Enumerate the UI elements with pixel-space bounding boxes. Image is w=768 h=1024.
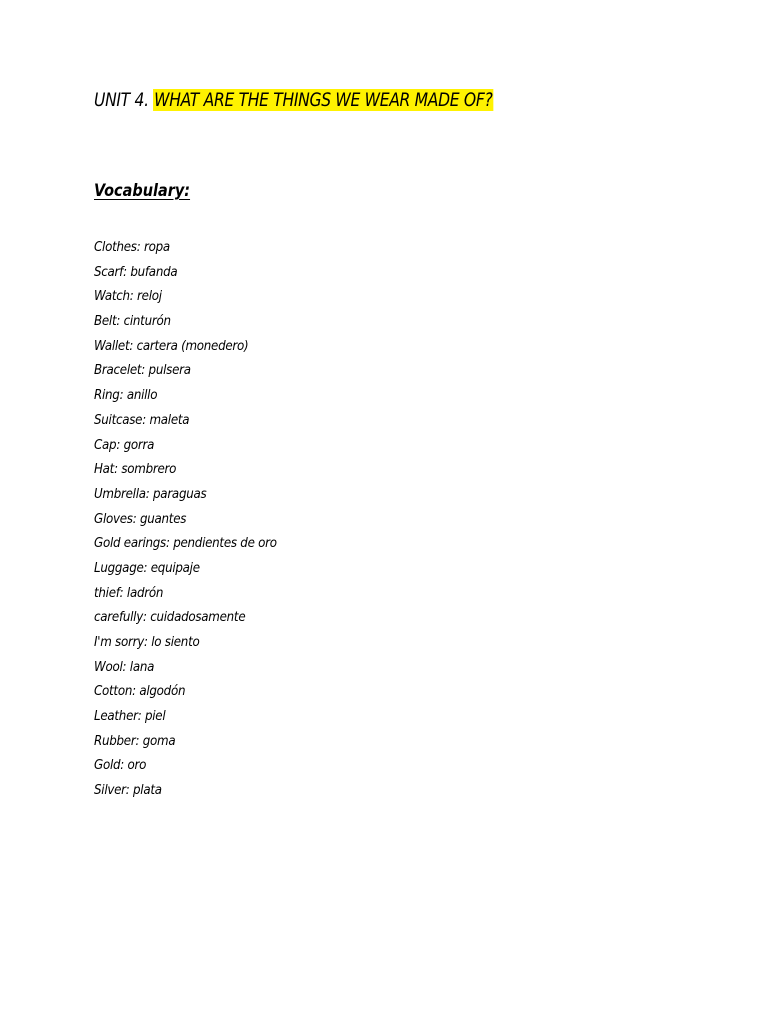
vocabulary-item: Cap: gorra	[94, 436, 155, 453]
vocabulary-item: Luggage: equipaje	[94, 559, 200, 576]
vocabulary-item: Suitcase: maleta	[94, 411, 190, 428]
unit-title-prefix: UNIT 4.	[94, 89, 154, 111]
vocabulary-item: Leather: piel	[94, 708, 166, 725]
vocabulary-item: Clothes: ropa	[94, 239, 170, 255]
vocabulary-item: Belt: cinturón	[94, 313, 171, 330]
vocabulary-item: Watch: reloj	[94, 288, 162, 305]
vocabulary-item: Wool: lana	[94, 658, 155, 675]
unit-title-highlight: WHAT ARE THE THINGS WE WEAR MADE OF?	[154, 89, 493, 111]
vocabulary-item: thief: ladrón	[94, 584, 164, 601]
vocabulary-item: Wallet: cartera (monedero)	[94, 337, 249, 354]
vocabulary-item: Silver: plata	[94, 782, 162, 799]
unit-title	[94, 86, 493, 114]
vocabulary-item: Ring: anillo	[94, 387, 158, 404]
vocabulary-item: Bracelet: pulsera	[94, 362, 191, 379]
vocabulary-item: Gold earings: pendientes de oro	[94, 535, 277, 552]
vocabulary-item: Gloves: guantes	[94, 510, 187, 527]
vocabulary-list	[94, 235, 302, 803]
vocabulary-item: carefully: cuidadosamente	[94, 609, 246, 626]
vocabulary-item: I'm sorry: lo siento	[94, 634, 200, 650]
vocabulary-item: Gold: oro	[94, 757, 147, 774]
vocabulary-item: Scarf: bufanda	[94, 263, 178, 280]
vocabulary-item: Rubber: goma	[94, 732, 176, 749]
vocabulary-heading: Vocabulary:	[94, 181, 191, 201]
vocabulary-item: Umbrella: paraguas	[94, 485, 207, 502]
vocabulary-item: Hat: sombrero	[94, 461, 177, 478]
vocabulary-item: Cotton: algodón	[94, 683, 186, 700]
